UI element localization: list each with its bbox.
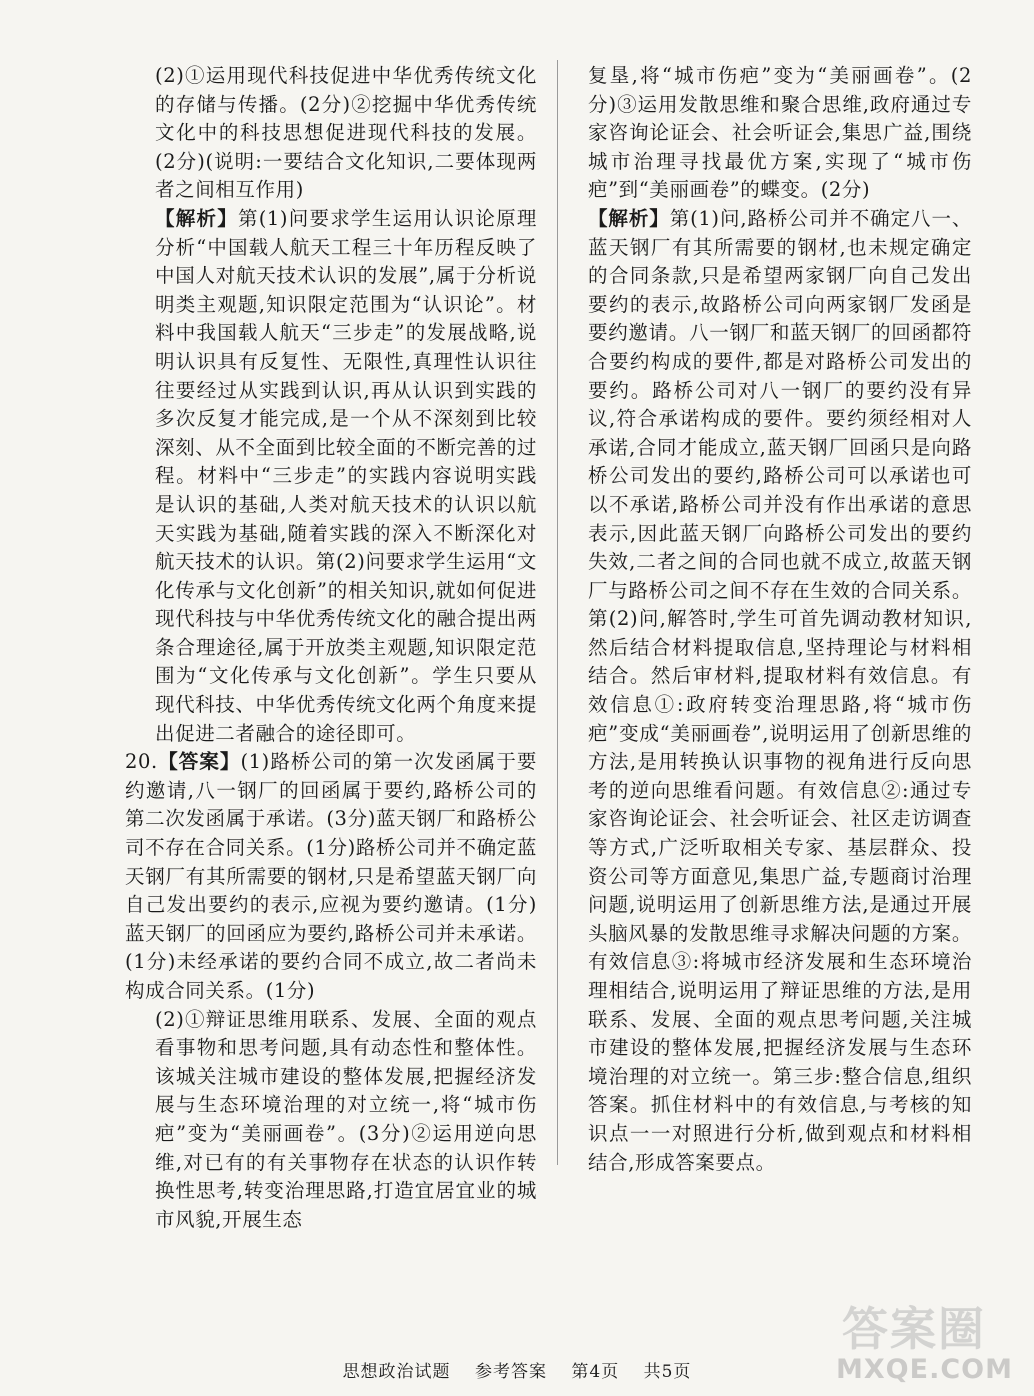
answer-label: 【答案】 xyxy=(157,750,241,774)
answer-19-part2: (2)①运用现代科技促进中华优秀传统文化的存储与传播。(2分)②挖掘中华优秀传统文化中的科技思想促进现代科技的发展。(2分)(说明:一要结合文化知识,二要体现两者之间相互作用) xyxy=(155,64,537,202)
footer-subject: 思想政治试题 xyxy=(342,1362,451,1382)
watermark xyxy=(836,1302,1026,1389)
analysis-20 xyxy=(588,205,972,1177)
answer-20 xyxy=(125,748,537,1005)
analysis-20-text: 第(1)问,路桥公司并不确定八一、蓝天钢厂有其所需要的钢材,也未规定确定的合同条款,只是希望两家钢厂向自己发出要约的表示,故路桥公司向两家钢厂发函是要约邀请。八一钢厂和蓝天钢厂的回函都符合要约构成的要件,都是对路桥公司发出的要约。路桥公司对八一钢厂的要约没有异议,符合承诺构成的要件。要约须经相对人承诺,合同才能成立,蓝天钢厂回函只是向路桥公司发出的要约,路桥公司可以承诺也可以不承诺,路桥公司并没有作出承诺的意思表示,因此蓝天钢厂向路桥公司发出的要约失效,二者之间的合同也就不成立,故蓝天钢厂与路桥公司之间不存在生效的合同关系。第(2)问,解答时,学生可首先调动教材知识,然后结合材料提取信息,坚持理论与材料相结合。然后审材料,提取材料有效信息。有效信息①:政府转变治理思路,将“城市伤疤”变成“美丽画卷”,说明运用了创新思维的方法,是用转换认识事物的视角进行反向思考的逆向思维看问题。有效信息②:通过专家咨询论证会、社会听证会、社区走访调查等方式,广泛听取相关专家、基层群众、投资公司等方面意见,集思广益,专题商讨治理问题,说明运用了创新思维方法,是通过开展头脑风暴的发散思维寻求解决问题的方案。有效信息③:将城市经济发展和生态环境治理相结合,说明运用了辩证思维的方法,是用联系、发展、全面的观点思考问题,关注城市建设的整体发展,把握经济发展与生态环境治理的对立统一。第三步:整合信息,组织答案。抓住材料中的有效信息,与考核的知识点一一对照进行分析,做到观点和材料相结合,形成答案要点。 xyxy=(588,206,972,1174)
footer-total: 共5页 xyxy=(643,1362,692,1382)
answer-20-part2-cont: 复垦,将“城市伤疤”变为“美丽画卷”。(2分)③运用发散思维和聚合思维,政府通过专家咨询论证会、社会听证会,集思广益,围绕城市治理寻找最优方案,实现了“城市伤疤”到“美丽画卷”的蝶变。(2分) xyxy=(588,64,972,202)
column-divider xyxy=(557,60,558,1165)
question-number: 20. xyxy=(125,750,158,774)
analysis-label: 【解析】 xyxy=(588,206,670,230)
analysis-19-text: 第(1)问要求学生运用认识论原理分析“中国载人航天工程三十年历程反映了中国人对航天技术认识的发展”,属于分析说明类主观题,知识限定范围为“认识论”。材料中我国载人航天“三步走”的发展战略,说明认识具有反复性、无限性,真理性认识往往要经过从实践到认识,再从认识到实践的多次反复才能完成,是一个从不深刻到比较深刻、从不全面到比较全面的不断完善的过程。材料中“三步走”的实践内容说明实践是认识的基础,人类对航天技术的认识以航天实践为基础,随着实践的深入不断深化对航天技术的认识。第(2)问要求学生运用“文化传承与文化创新”的相关知识,就如何促进现代科技与中华优秀传统文化的融合提出两条合理途径,属于开放类主观题,知识限定范围为“文化传承与文化创新”。学生只要从现代科技、中华优秀传统文化两个角度来提出促进二者融合的途径即可。 xyxy=(155,206,537,745)
answer-20-part1: (1)路桥公司的第一次发函属于要约邀请,八一钢厂的回函属于要约,路桥公司的第二次发函属于承诺。(3分)蓝天钢厂和路桥公司不存在合同关系。(1分)路桥公司并不确定蓝天钢厂有其所需要的钢材,只是希望蓝天钢厂向自己发出要约的表示,应视为要约邀请。(1分)蓝天钢厂的回函应为要约,路桥公司并未承诺。(1分)未经承诺的要约合同不成立,故二者尚未构成合同关系。(1分) xyxy=(125,750,537,1002)
analysis-label: 【解析】 xyxy=(155,206,238,230)
left-column xyxy=(125,62,537,1234)
footer-page: 第4页 xyxy=(571,1362,620,1382)
answer-20-part2: (2)①辩证思维用联系、发展、全面的观点看事物和思考问题,具有动态性和整体性。该城关注城市建设的整体发展,把握经济发展与生态环境治理的对立统一,将“城市伤疤”变为“美丽画卷”。(3分)②运用逆向思维,对已有的有关事物存在状态的认识作转换性思考,转变治理思路,打造宜居宜业的城市风貌,开展生态 xyxy=(155,1007,537,1231)
footer-answer: 参考答案 xyxy=(474,1362,547,1382)
watermark-url: MXQE.COM xyxy=(836,1354,1013,1385)
analysis-19 xyxy=(155,205,537,748)
watermark-logo: 答案圈 xyxy=(842,1302,986,1356)
right-column xyxy=(588,62,972,1177)
